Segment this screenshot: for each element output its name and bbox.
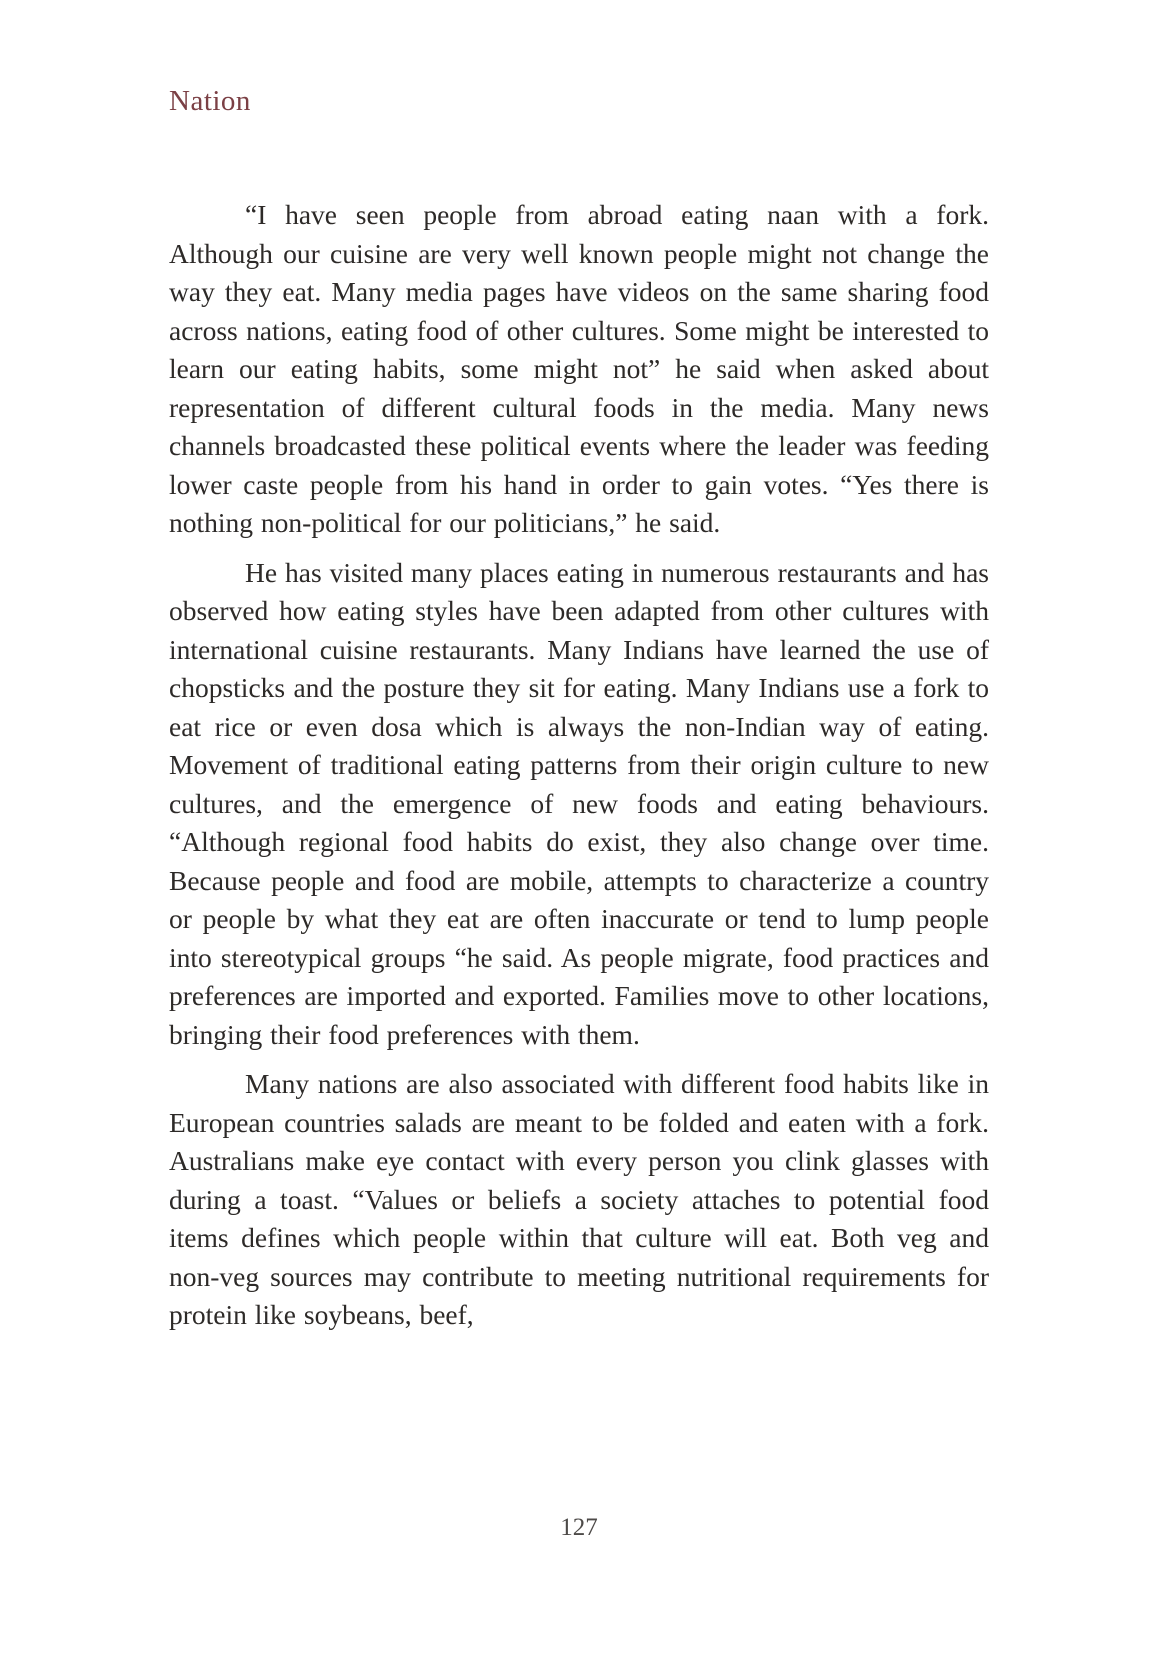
paragraph-1: “I have seen people from abroad eating naan with a fork. Although our cuisine are very well known people might not change the way they eat. Many media pages have videos on the same sharing food across nations, eating food of other cultures. Some might be interested to learn our eating habits, some might not” he said when asked about representation of different cultural foods in the media. Many news channels broadcasted these political events where the leader was feeding lower caste people from his hand in order to gain votes. “Yes there is nothing non-political for our politicians,” he said. <box>169 199 989 538</box>
running-header: Nation <box>169 85 251 117</box>
body-text <box>169 196 989 1346</box>
paragraph-2: He has visited many places eating in numerous restaurants and has observed how eating styles have been adapted from other cultures with international cuisine restaurants. Many Indians have learned the use of chopsticks and the posture they sit for eating. Many Indians use a fork to eat rice or even dosa which is always the non-Indian way of eating. Movement of traditional eating patterns from their origin culture to new cultures, and the emergence of new foods and eating behaviours. “Although regional food habits do exist, they also change over time. Because people and food are mobile, attempts to characterize a country or people by what they eat are often inaccurate or tend to lump people into stereotypical groups “he said. As people migrate, food practices and preferences are imported and exported. Families move to other locations, bringing their food preferences with them. <box>169 556 989 1050</box>
paragraph-3: Many nations are also associated with different food habits like in European countries salads are meant to be folded and eaten with a fork. Australians make eye contact with every person you clink glasses with during a toast. “Values or beliefs a society attaches to potential food items defines which people within that culture will eat. Both veg and non-veg sources may contribute to meeting nutritional requirements for protein like soybeans, beef, <box>169 1068 989 1330</box>
page-number: 127 <box>560 1514 598 1541</box>
